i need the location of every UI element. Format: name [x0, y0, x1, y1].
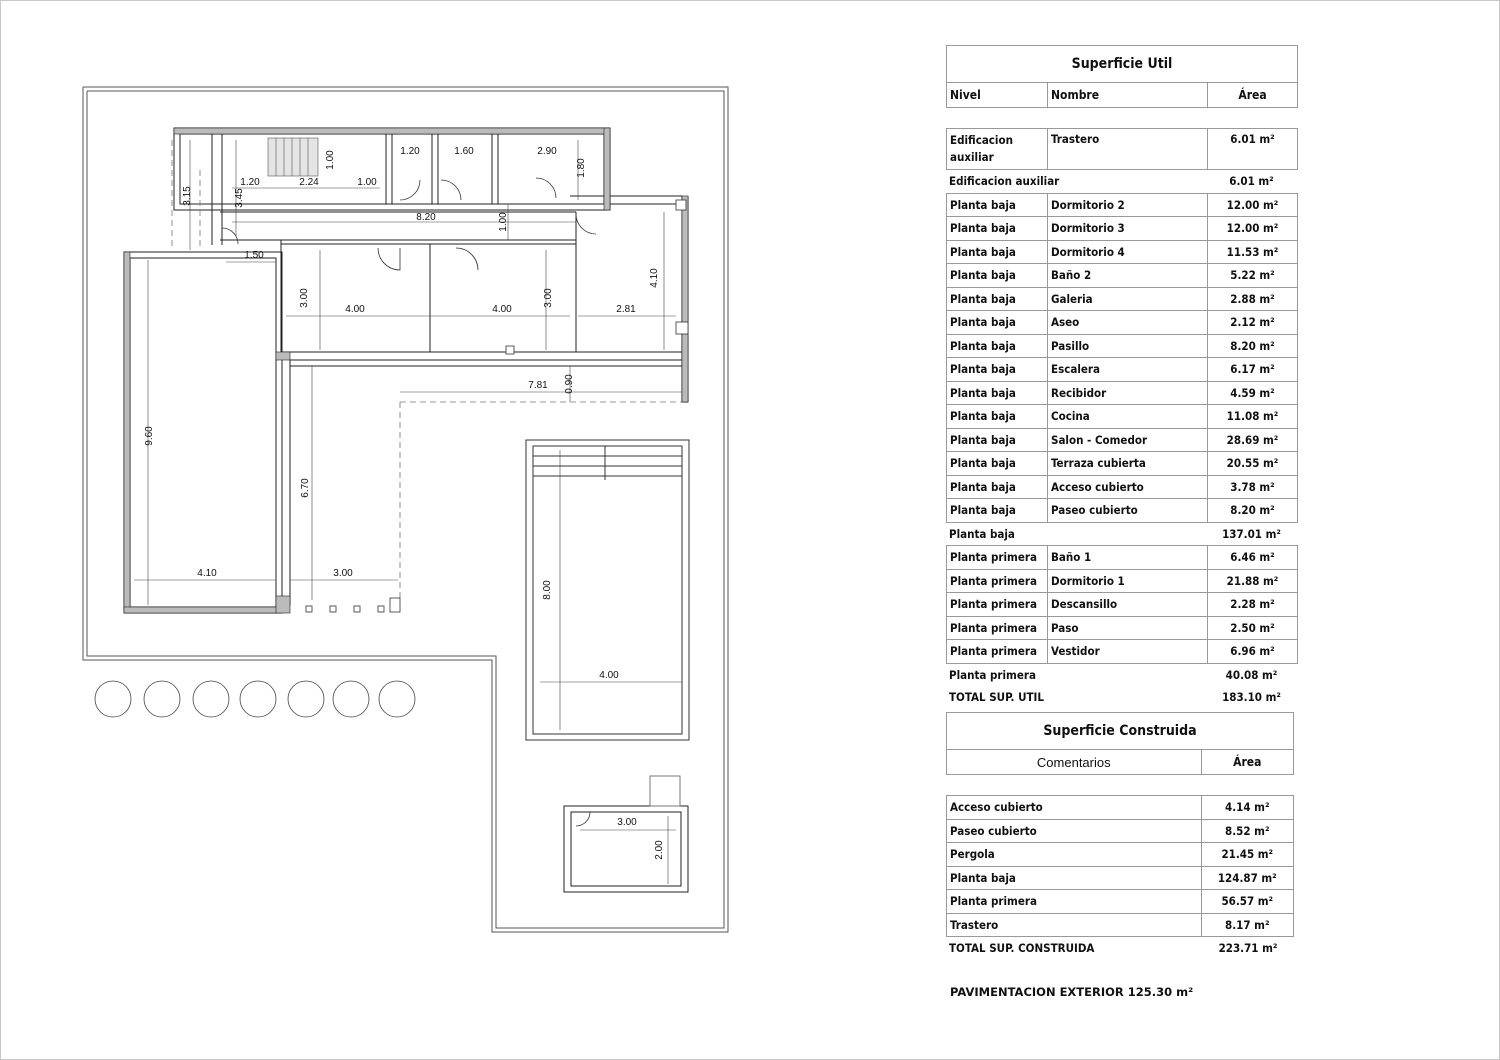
cell-nombre: Salon - Comedor [1048, 429, 1208, 452]
cell-nivel: Planta primera [947, 570, 1048, 593]
dim-label: 0.90 [564, 374, 575, 394]
subtotal-row [946, 523, 1298, 546]
shed [564, 776, 688, 892]
cell-area: 2.50 m² [1230, 620, 1275, 635]
cell-nombre: Escalera [1048, 358, 1208, 381]
cell-area: 8.52 m² [1225, 823, 1270, 838]
cell-nivel: Planta baja [947, 217, 1048, 240]
cell-nivel: Planta primera [947, 593, 1048, 616]
dim-label: 1.60 [454, 146, 474, 157]
cell-nombre: Cocina [1048, 405, 1208, 428]
dim-label: 2.24 [299, 177, 319, 188]
cell-area: 28.69 m² [1226, 432, 1279, 447]
cell-area: 6.96 m² [1230, 644, 1275, 659]
cell-nombre: Descansillo [1048, 593, 1208, 616]
cell-nombre: Recibidor [1048, 382, 1208, 405]
dim-label: 6.70 [300, 478, 311, 498]
header-area: Área [1233, 755, 1262, 769]
superficie-construida-table [946, 712, 1294, 960]
table-row [946, 820, 1294, 844]
construida-title: Superficie Construida [946, 712, 1294, 749]
table-row [946, 499, 1298, 523]
cell-area: 2.12 m² [1230, 315, 1275, 330]
cell-nivel: Planta baja [947, 241, 1048, 264]
wall-fill [124, 128, 688, 613]
dim-label: 8.00 [542, 580, 553, 600]
dim-label: 3.15 [182, 186, 193, 206]
cell-area: 21.45 m² [1221, 847, 1274, 862]
cell-area: 4.59 m² [1230, 385, 1275, 400]
cell-nivel: Planta primera [947, 546, 1048, 569]
cell-area: 6.46 m² [1230, 550, 1275, 565]
superficie-util-table [946, 45, 1298, 709]
dim-label: 2.00 [654, 840, 665, 860]
cell-nombre: Terraza cubierta [1048, 452, 1208, 475]
cell-nivel: Planta baja [949, 526, 1015, 541]
cell-comentario: Pergola [947, 843, 1202, 866]
util-header [946, 82, 1298, 108]
dim-label: 3.00 [617, 817, 637, 828]
staircase [268, 138, 318, 176]
cell-area: 20.55 m² [1226, 456, 1279, 471]
cell-nombre: Paso [1048, 617, 1208, 640]
cell-nivel: Planta baja [947, 382, 1048, 405]
dim-label: 1.50 [244, 250, 264, 261]
construida-rows [946, 795, 1294, 960]
table-row [946, 867, 1294, 891]
cell-nivel: Planta baja [947, 429, 1048, 452]
dim-label: 1.00 [498, 212, 509, 232]
cell-comentario: Planta baja [947, 867, 1202, 890]
cell-nombre: Baño 2 [1048, 264, 1208, 287]
pavimentacion-note: PAVIMENTACION EXTERIOR 125.30 m² [950, 985, 1194, 999]
cell-nivel: Planta primera [947, 640, 1048, 663]
table-row [946, 617, 1298, 641]
dimension-labels [144, 146, 665, 860]
cell-nivel: Planta primera [949, 667, 1036, 682]
cell-area: 12.00 m² [1226, 221, 1279, 236]
dim-label: 3.00 [543, 288, 554, 308]
cell-nivel: Planta baja [947, 194, 1048, 217]
cell-nivel: TOTAL SUP. UTIL [949, 690, 1044, 705]
subtotal-row [946, 686, 1298, 709]
dim-label: 4.00 [599, 670, 619, 681]
dim-label: 1.20 [400, 146, 420, 157]
cell-nivel: Planta baja [947, 264, 1048, 287]
cell-nivel: Planta primera [947, 617, 1048, 640]
dim-label: 4.00 [492, 304, 512, 315]
table-row [946, 545, 1298, 570]
table-row [946, 452, 1298, 476]
dim-label: 2.90 [537, 146, 557, 157]
table-row [946, 264, 1298, 288]
cell-area: 5.22 m² [1230, 268, 1275, 283]
cell-nombre: Dormitorio 3 [1048, 217, 1208, 240]
building-walls [124, 128, 688, 613]
header-nivel: Nivel [947, 83, 1048, 107]
cell-nombre: Dormitorio 2 [1048, 194, 1208, 217]
subtotal-row [946, 170, 1298, 193]
cell-area: 8.20 m² [1230, 503, 1275, 518]
cell-nivel: Planta baja [947, 476, 1048, 499]
dim-label: 4.10 [197, 568, 217, 579]
dim-label: 3.00 [299, 288, 310, 308]
cell-nivel: Planta baja [947, 335, 1048, 358]
cell-area: 6.17 m² [1230, 362, 1275, 377]
door-swings [222, 178, 596, 826]
cell-nombre: Aseo [1048, 311, 1208, 334]
dim-label: 1.00 [357, 177, 377, 188]
trees [95, 681, 415, 717]
table-row [946, 288, 1298, 312]
cell-comentario: Acceso cubierto [947, 796, 1202, 819]
cell-nivel: Edificacion auxiliar [949, 174, 1060, 189]
table-row [946, 358, 1298, 382]
table-row [946, 405, 1298, 429]
cell-comentario: Trastero [947, 914, 1202, 937]
cell-nombre [1047, 664, 1207, 687]
cell-nombre: Dormitorio 1 [1048, 570, 1208, 593]
table-row [946, 241, 1298, 265]
cell-comentario: Paseo cubierto [947, 820, 1202, 843]
cell-nivel: Planta baja [947, 311, 1048, 334]
cell-area: 8.20 m² [1230, 338, 1275, 353]
cell-area: 223.71 m² [1218, 941, 1278, 956]
util-title: Superficie Util [946, 45, 1298, 82]
pergola-posts [306, 200, 688, 612]
subtotal-row [946, 937, 1294, 960]
cell-nivel: Planta baja [947, 358, 1048, 381]
table-row [946, 128, 1298, 170]
cell-area: 4.14 m² [1225, 800, 1270, 815]
table-row [946, 843, 1294, 867]
dim-label: 8.20 [416, 212, 436, 223]
cell-area: 6.01 m² [1229, 174, 1274, 189]
cell-area: 2.28 m² [1230, 597, 1275, 612]
cell-area: 124.87 m² [1217, 870, 1277, 885]
cell-nombre: Baño 1 [1048, 546, 1208, 569]
table-row [946, 593, 1298, 617]
cell-nombre: Trastero [1048, 129, 1208, 169]
cell-comentario: TOTAL SUP. CONSTRUIDA [949, 941, 1095, 956]
cell-area: 3.78 m² [1230, 479, 1275, 494]
cell-area: 2.88 m² [1230, 291, 1275, 306]
table-row [946, 382, 1298, 406]
cell-nivel: Planta baja [947, 405, 1048, 428]
cell-area: 56.57 m² [1221, 894, 1274, 909]
dim-label: 2.81 [616, 304, 636, 315]
dim-label: 3.45 [234, 188, 245, 208]
cell-nombre: Pasillo [1048, 335, 1208, 358]
dim-label: 1.00 [325, 150, 336, 170]
dim-label: 1.20 [240, 177, 260, 188]
cell-comentario: Planta primera [947, 890, 1202, 913]
table-row [946, 914, 1294, 938]
cell-nombre: Paseo cubierto [1048, 499, 1208, 522]
util-rows [946, 128, 1298, 709]
table-row [946, 570, 1298, 594]
header-comentarios: Comentarios [947, 750, 1202, 774]
table-row [946, 217, 1298, 241]
dim-label: 4.10 [649, 268, 660, 288]
plot-outline [83, 87, 728, 932]
cell-nombre: Acceso cubierto [1048, 476, 1208, 499]
cell-area: 183.10 m² [1222, 690, 1281, 705]
table-row [946, 311, 1298, 335]
table-row [946, 429, 1298, 453]
cell-area: 11.08 m² [1226, 409, 1279, 424]
cell-nivel: Edificacion auxiliar [947, 129, 1048, 169]
cell-nombre [1047, 686, 1207, 709]
cell-nombre: Galeria [1048, 288, 1208, 311]
header-nombre: Nombre [1048, 83, 1208, 107]
cell-nombre: Vestidor [1048, 640, 1208, 663]
cell-area: 40.08 m² [1225, 667, 1278, 682]
cell-area: 11.53 m² [1226, 244, 1279, 259]
subtotal-row [946, 664, 1298, 687]
cell-area: 12.00 m² [1226, 197, 1279, 212]
dim-label: 3.00 [333, 568, 353, 579]
cell-area: 8.17 m² [1225, 917, 1270, 932]
table-row [946, 476, 1298, 500]
cell-nivel: Planta baja [947, 452, 1048, 475]
table-row [946, 335, 1298, 359]
dim-label: 9.60 [144, 426, 155, 446]
cell-nivel: Planta baja [947, 288, 1048, 311]
table-row [946, 193, 1298, 218]
construida-header [946, 749, 1294, 775]
dim-label: 7.81 [528, 380, 548, 391]
dim-label: 4.00 [345, 304, 365, 315]
dim-label: 1.80 [576, 158, 587, 178]
table-row [946, 890, 1294, 914]
cell-nivel: Planta baja [947, 499, 1048, 522]
cell-area: 6.01 m² [1230, 132, 1275, 146]
header-area: Área [1238, 88, 1267, 102]
cell-area: 21.88 m² [1226, 573, 1279, 588]
cell-area: 137.01 m² [1222, 526, 1281, 541]
cell-nombre [1047, 523, 1207, 546]
table-row [946, 640, 1298, 664]
table-row [946, 795, 1294, 820]
cell-nombre: Dormitorio 4 [1048, 241, 1208, 264]
cell-nombre [1146, 170, 1207, 193]
